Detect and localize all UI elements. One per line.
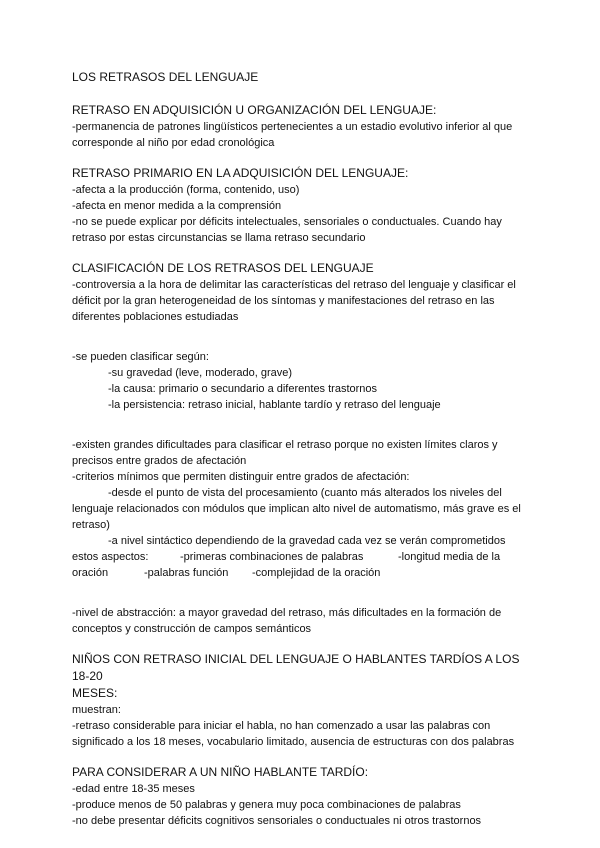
- section-heading-hablante-tardio: PARA CONSIDERAR A UN NIÑO HABLANTE TARDÍO:: [72, 765, 369, 779]
- document-title: LOS RETRASOS DEL LENGUAJE: [72, 70, 259, 84]
- paragraph-line: retraso por estas circunstancias se llama retraso secundario: [72, 232, 366, 244]
- section-heading-ninos-retraso-inicial-cont: MESES:: [72, 686, 118, 700]
- paragraph-line: -a nivel sintáctico dependiendo de la gravedad cada vez se verán comprometidos: [108, 535, 506, 547]
- paragraph-line: muestran:: [72, 704, 121, 716]
- paragraph-line: -nivel de abstracción: a mayor gravedad del retraso, más dificultades en la formación de: [72, 607, 502, 619]
- section-heading-ninos-retraso-inicial: NIÑOS CON RETRASO INICIAL DEL LENGUAJE O HABLANTES TARDÍOS A LOS 18-20: [72, 652, 520, 683]
- list-item: -la causa: primario o secundario a diferentes trastornos: [108, 383, 378, 395]
- paragraph-line: -no se puede explicar por déficits intelectuales, sensoriales o conductuales. Cuando hay: [72, 216, 502, 228]
- paragraph-line: -retraso considerable para iniciar el habla, no han comenzado a usar las palabras con: [72, 720, 491, 732]
- paragraph-line: lenguaje relacionados con módulos que implican alto nivel de automatismo, más grave es el: [72, 503, 521, 515]
- syntax-aspect: -complejidad de la oración: [252, 567, 381, 579]
- paragraph-line: -existen grandes dificultades para clasificar el retraso porque no existen límites claros y: [72, 439, 498, 451]
- syntax-aspects-row: [72, 549, 534, 565]
- paragraph-line: -desde el punto de vista del procesamiento (cuanto más alterados los niveles del: [108, 487, 502, 499]
- paragraph-line: corresponde al niño por edad cronológica: [72, 137, 275, 149]
- paragraph-line: -edad entre 18-35 meses: [72, 783, 195, 795]
- paragraph-line: -afecta en menor medida a la comprensión: [72, 200, 282, 212]
- syntax-aspect: oración: [72, 567, 109, 579]
- syntax-aspects-row: [72, 565, 534, 581]
- syntax-aspect: estos aspectos:: [72, 551, 149, 563]
- paragraph-line: -permanencia de patrones lingüísticos pertenecientes a un estadio evolutivo inferior al que: [72, 121, 513, 133]
- paragraph-line: -no debe presentar déficits cognitivos sensoriales o conductuales ni otros trastornos: [72, 815, 482, 827]
- paragraph-line: -se pueden clasificar según:: [72, 351, 209, 363]
- paragraph-line: diferentes poblaciones estudiadas: [72, 311, 239, 323]
- paragraph-line: significado a los 18 meses, vocabulario limitado, ausencia de estructuras con dos palabras: [72, 736, 515, 748]
- paragraph-line: precisos entre grados de afectación: [72, 455, 247, 467]
- list-item: -su gravedad (leve, moderado, grave): [108, 367, 293, 379]
- paragraph-line: conceptos y construcción de campos semánticos: [72, 623, 312, 635]
- section-heading-retraso-adquisicion: RETRASO EN ADQUISICIÓN U ORGANIZACIÓN DEL LENGUAJE:: [72, 103, 437, 117]
- paragraph-line: -controversia a la hora de delimitar las características del retraso del lenguaje y clasificar el: [72, 279, 516, 291]
- paragraph-line: -afecta a la producción (forma, contenido, uso): [72, 184, 300, 196]
- section-heading-clasificacion: CLASIFICACIÓN DE LOS RETRASOS DEL LENGUAJE: [72, 261, 374, 275]
- paragraph-line: -criterios mínimos que permiten distinguir entre grados de afectación:: [72, 471, 410, 483]
- paragraph-line: -produce menos de 50 palabras y genera muy poca combinaciones de palabras: [72, 799, 461, 811]
- paragraph-line: retraso): [72, 519, 110, 531]
- syntax-aspect: -palabras función: [144, 567, 229, 579]
- list-item: -la persistencia: retraso inicial, hablante tardío y retraso del lenguaje: [108, 399, 441, 411]
- section-heading-retraso-primario: RETRASO PRIMARIO EN LA ADQUISICIÓN DEL LENGUAJE:: [72, 166, 409, 180]
- syntax-aspect: -longitud media de la: [398, 551, 501, 563]
- syntax-aspect: -primeras combinaciones de palabras: [180, 551, 364, 563]
- paragraph-line: déficit por la gran heterogeneidad de los síntomas y manifestaciones del retraso en las: [72, 295, 495, 307]
- document-body: [72, 68, 534, 829]
